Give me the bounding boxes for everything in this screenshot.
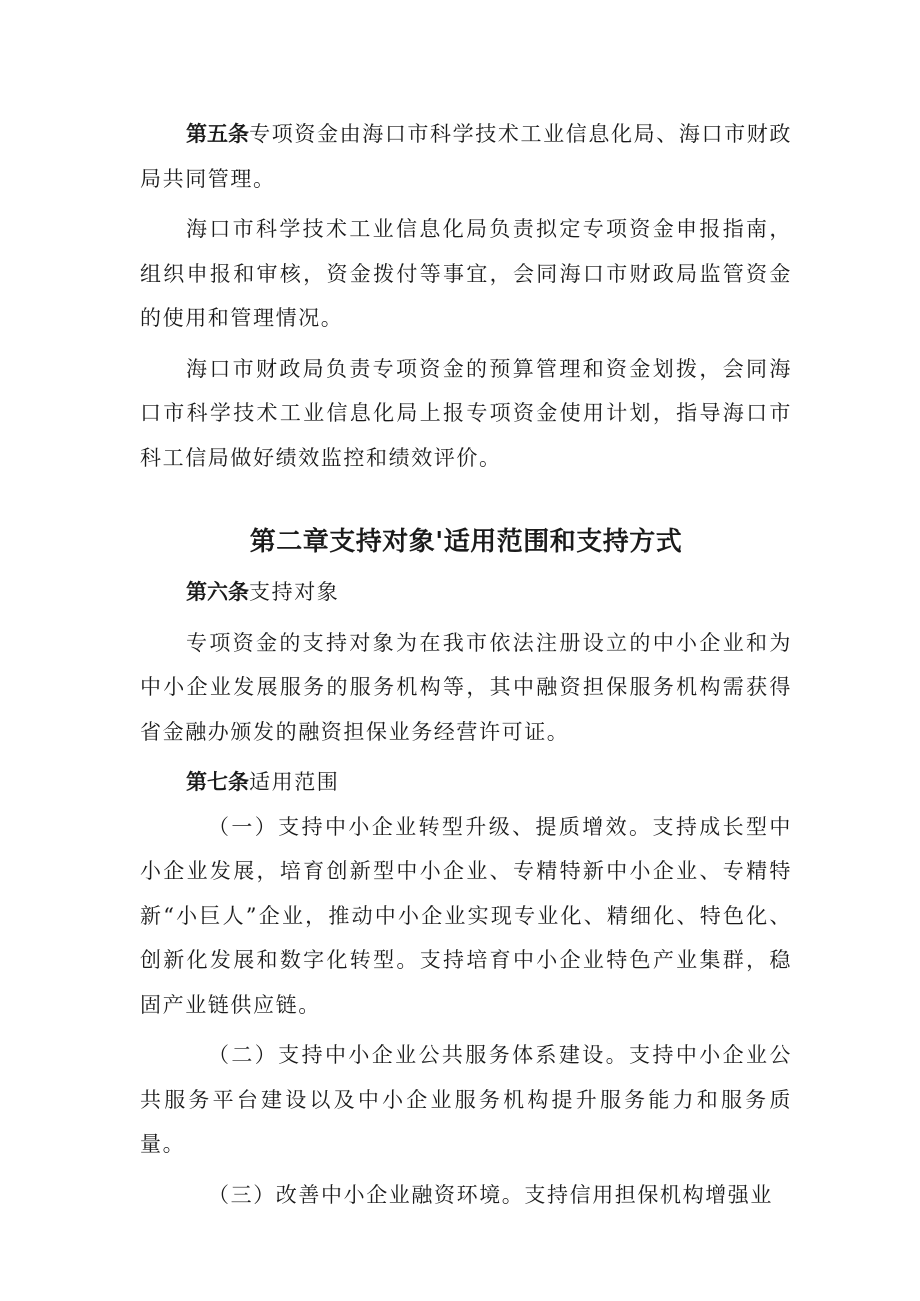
article-6-heading: 第六条	[186, 580, 249, 604]
article-6-paragraph-1: 专项资金的支持对象为在我市依法注册设立的中小企业和为中小企业发展服务的服务机构等，其中融资担保服务机构需获得省金融办颁发的融资担保业务经营许可证。	[140, 630, 792, 744]
article-7-item-3: （三）改善中小企业融资环境。支持信用担保机构增强业	[208, 1182, 773, 1207]
article-7-item-1: （一）支持中小企业转型升级、提质增效。支持成长型中小企业发展，培育创新型中小企业、专精特新中小企业、专精特新“小巨人”企业，推动中小企业实现专业化、精细化、特色化、创新化发展和数字化转型。支持培育中小企业特色产业集群，稳固产业链供应链。	[140, 814, 792, 1017]
article-5-paragraph	[140, 112, 792, 201]
article-7-item-2: （二）支持中小企业公共服务体系建设。支持中小企业公共服务平台建设以及中小企业服务机构提升服务能力和服务质量。	[140, 1043, 792, 1156]
article-7-paragraph	[140, 760, 792, 805]
article-5-heading: 第五条	[186, 122, 250, 146]
chapter-2-title: 第二章支持对象'适用范围和支持方式	[249, 527, 683, 557]
article-7-heading: 第七条	[186, 770, 249, 794]
article-6-paragraph	[140, 570, 792, 615]
article-5-text: 专项资金由海口市科学技术工业信息化局、海口市财政局共同管理。	[140, 122, 793, 191]
article-5-paragraph-2: 海口市科学技术工业信息化局负责拟定专项资金申报指南，组织申报和审核，资金拨付等事宜，会同海口市财政局监管资金的使用和管理情况。	[140, 217, 792, 330]
document-body	[140, 112, 792, 1217]
article-5-paragraph-3: 海口市财政局负责专项资金的预算管理和资金划拨，会同海口市科学技术工业信息化局上报专项资金使用计划，指导海口市科工信局做好绩效监控和绩效评价。	[140, 356, 792, 470]
article-6-text: 支持对象	[249, 580, 340, 604]
article-7-text: 适用范围	[249, 770, 340, 794]
